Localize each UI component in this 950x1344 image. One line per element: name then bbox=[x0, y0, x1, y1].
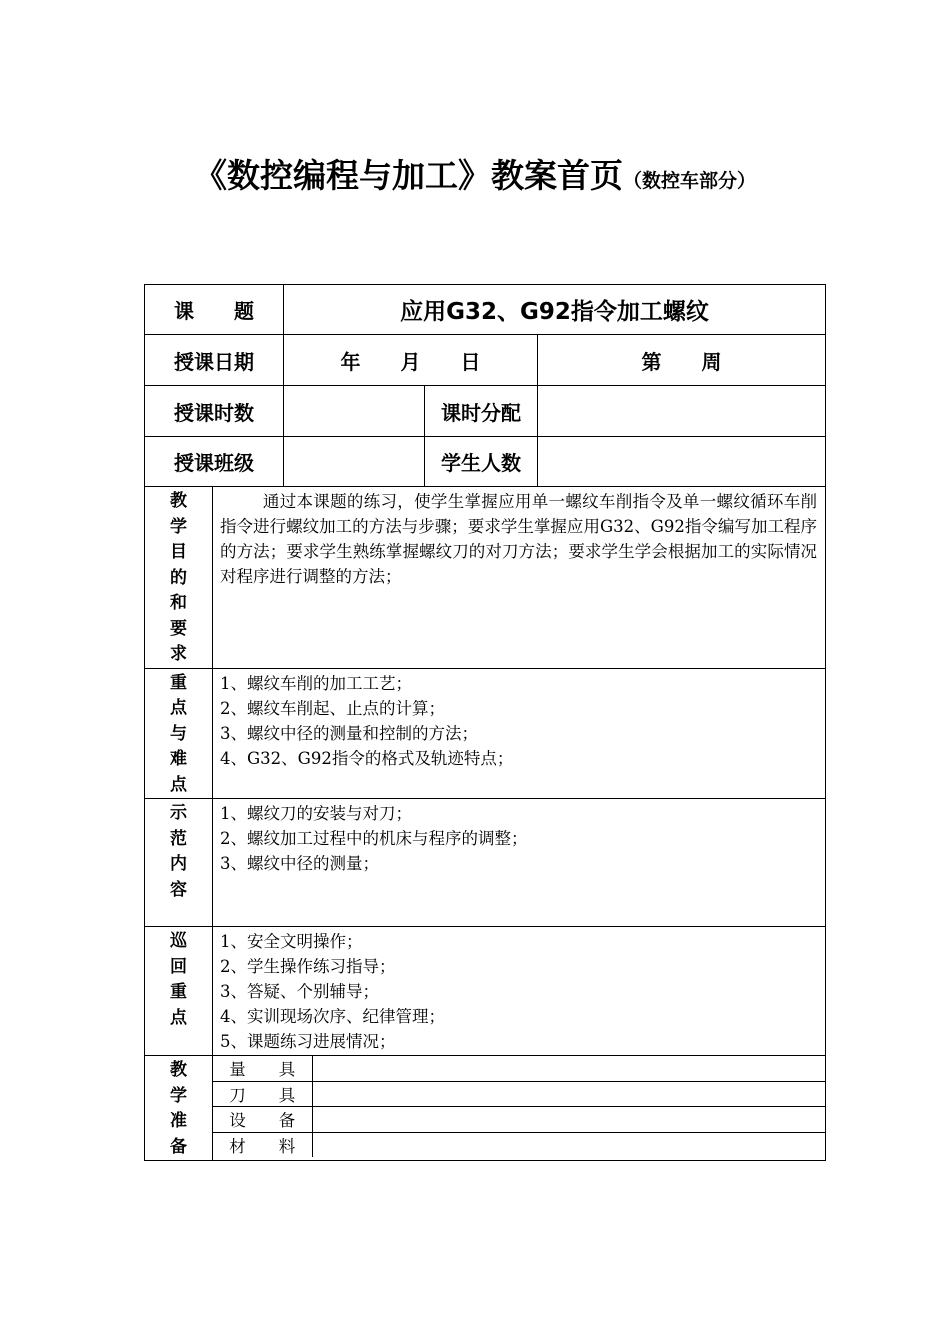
list-item: 1、螺纹刀的安装与对刀； bbox=[220, 804, 412, 823]
lesson-plan-table bbox=[144, 284, 826, 1161]
list-item: 2、螺纹加工过程中的机床与程序的调整； bbox=[220, 829, 528, 848]
label-char: 与 bbox=[170, 723, 187, 744]
keypoints-label bbox=[145, 668, 213, 799]
label-char: 示 bbox=[170, 803, 187, 823]
hours-row bbox=[145, 386, 826, 437]
date-value: 年 月 日 bbox=[284, 335, 538, 386]
label-char: 内 bbox=[170, 854, 187, 874]
date-label: 授课日期 bbox=[145, 335, 284, 386]
date-row bbox=[145, 335, 826, 386]
objectives-text: 通过本课题的练习，使学生掌握应用单一螺纹车削指令及单一螺纹循环车削指令进行螺纹加工的方法与步骤；要求学生掌握应用G32、G92指令编写加工程序的方法；要求学生熟练掌握螺纹刀的对刀方法；要求学生学会根据加工的实际情况对程序进行调整的方法； bbox=[220, 492, 818, 586]
prep-item-value bbox=[312, 1107, 825, 1133]
objectives-label bbox=[145, 487, 213, 669]
label-char: 目 bbox=[170, 542, 187, 562]
prep-item bbox=[213, 1132, 825, 1157]
class-value bbox=[284, 437, 425, 487]
topic-value: 应用G32、G92指令加工螺纹 bbox=[284, 285, 826, 335]
label-char: 求 bbox=[170, 644, 187, 664]
prep-label bbox=[145, 1056, 213, 1161]
prep-item-value bbox=[312, 1081, 825, 1107]
label-char: 学 bbox=[170, 516, 187, 537]
prep-item bbox=[213, 1081, 825, 1107]
list-item: 3、螺纹中径的测量和控制的方法； bbox=[220, 723, 478, 743]
prep-item-name: 量 具 bbox=[213, 1056, 312, 1081]
title-subtitle: （数控车部分） bbox=[622, 170, 756, 192]
topic-row bbox=[145, 285, 826, 335]
list-item: 1、安全文明操作； bbox=[220, 932, 363, 951]
label-char: 点 bbox=[170, 1007, 187, 1028]
prep-item-name: 设 备 bbox=[213, 1107, 312, 1133]
patrol-label bbox=[145, 927, 213, 1056]
prep-item-name: 刀 具 bbox=[213, 1081, 312, 1107]
demo-content bbox=[213, 799, 826, 927]
prep-row bbox=[145, 1056, 826, 1161]
prep-item bbox=[213, 1056, 825, 1081]
topic-label: 课 题 bbox=[145, 285, 284, 335]
list-item: 5、课题练习进展情况； bbox=[220, 1032, 396, 1051]
class-label: 授课班级 bbox=[145, 437, 284, 487]
title-main: 《数控编程与加工》教案首页 bbox=[193, 156, 623, 195]
list-item: 1、螺纹车削的加工工艺； bbox=[220, 673, 412, 693]
demo-row bbox=[145, 799, 826, 927]
label-char: 难 bbox=[170, 749, 187, 769]
list-item: 2、螺纹车削起、止点的计算； bbox=[220, 698, 445, 718]
list-item: 3、答疑、个别辅导； bbox=[220, 982, 379, 1001]
objectives-content bbox=[213, 487, 826, 669]
label-char: 要 bbox=[170, 618, 187, 639]
hours-value bbox=[284, 386, 425, 437]
alloc-value bbox=[538, 386, 826, 437]
label-char: 教 bbox=[170, 491, 187, 511]
label-char: 准 bbox=[170, 1111, 187, 1131]
label-char: 教 bbox=[170, 1060, 187, 1080]
patrol-content bbox=[213, 927, 826, 1056]
alloc-label: 课时分配 bbox=[425, 386, 538, 437]
patrol-row bbox=[145, 927, 826, 1056]
students-value bbox=[538, 437, 826, 487]
label-char: 范 bbox=[170, 828, 187, 849]
students-label: 学生人数 bbox=[425, 437, 538, 487]
page-title bbox=[0, 150, 950, 197]
list-item: 4、实训现场次序、纪律管理； bbox=[220, 1007, 445, 1026]
hours-label: 授课时数 bbox=[145, 386, 284, 437]
label-char: 的 bbox=[170, 567, 187, 588]
label-char: 备 bbox=[170, 1136, 187, 1157]
prep-table bbox=[213, 1056, 825, 1157]
label-char: 点 bbox=[170, 698, 187, 718]
label-char: 巡 bbox=[170, 931, 187, 951]
label-char: 点 bbox=[170, 774, 187, 795]
list-item: 3、螺纹中径的测量； bbox=[220, 854, 379, 873]
list-item: 4、G32、G92指令的格式及轨迹特点； bbox=[220, 748, 514, 768]
list-item: 2、学生操作练习指导； bbox=[220, 957, 396, 976]
label-char: 容 bbox=[170, 879, 187, 900]
label-char: 重 bbox=[170, 982, 187, 1002]
label-char: 和 bbox=[170, 593, 187, 613]
prep-content bbox=[213, 1056, 826, 1161]
prep-item-value bbox=[312, 1056, 825, 1081]
keypoints-row bbox=[145, 668, 826, 799]
demo-label bbox=[145, 799, 213, 927]
prep-item bbox=[213, 1107, 825, 1133]
label-char: 学 bbox=[170, 1085, 187, 1106]
label-char: 重 bbox=[170, 672, 187, 693]
class-row bbox=[145, 437, 826, 487]
keypoints-content bbox=[213, 668, 826, 799]
label-char: 回 bbox=[170, 956, 187, 977]
prep-item-value bbox=[312, 1132, 825, 1157]
prep-item-name: 材 料 bbox=[213, 1132, 312, 1157]
week-value: 第 周 bbox=[538, 335, 826, 386]
objectives-row bbox=[145, 487, 826, 669]
